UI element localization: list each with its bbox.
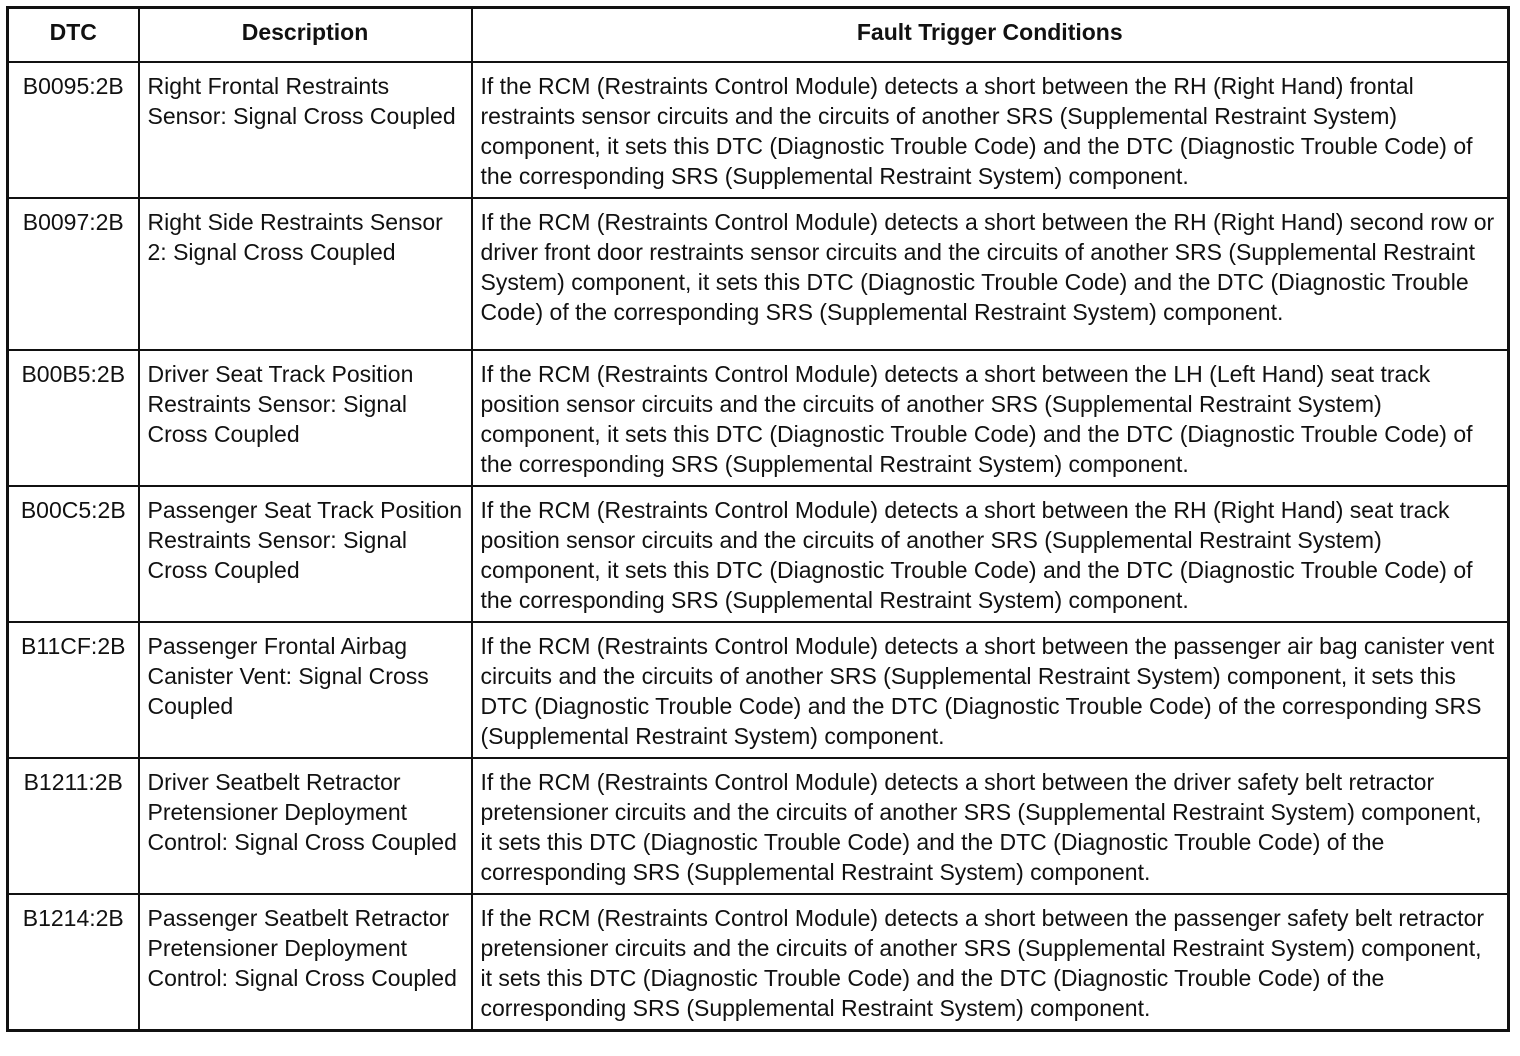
header-row — [8, 8, 1509, 63]
table-row — [8, 198, 1509, 350]
dtc-conditions: If the RCM (Restraints Control Module) detects a short between the RH (Right Hand) second row or driver front door restraints sensor circuits and the circuits of another SRS (Supplemental Restraint System) component, it sets this DTC (Diagnostic Trouble Code) and the DTC (Diagnostic Trouble Code) of the corresponding SRS (Supplemental Restraint System) component. — [472, 198, 1509, 350]
table-row — [8, 350, 1509, 486]
dtc-description: Passenger Seat Track Position Restraints Sensor: Signal Cross Coupled — [139, 486, 472, 622]
dtc-conditions: If the RCM (Restraints Control Module) detects a short between the RH (Right Hand) seat track position sensor circuits and the circuits of another SRS (Supplemental Restraint System) component, it sets this DTC (Diagnostic Trouble Code) and the DTC (Diagnostic Trouble Code) of the corresponding SRS (Supplemental Restraint System) component. — [472, 486, 1509, 622]
table-row — [8, 894, 1509, 1031]
table-row — [8, 62, 1509, 198]
dtc-code: B1214:2B — [8, 894, 139, 1031]
dtc-description: Passenger Seatbelt Retractor Pretensioner Deployment Control: Signal Cross Coupled — [139, 894, 472, 1031]
dtc-code: B0097:2B — [8, 198, 139, 350]
dtc-table — [6, 6, 1510, 1032]
dtc-code: B0095:2B — [8, 62, 139, 198]
dtc-description: Right Side Restraints Sensor 2: Signal Cross Coupled — [139, 198, 472, 350]
dtc-conditions: If the RCM (Restraints Control Module) detects a short between the RH (Right Hand) frontal restraints sensor circuits and the circuits of another SRS (Supplemental Restraint System) component, it sets this DTC (Diagnostic Trouble Code) and the DTC (Diagnostic Trouble Code) of the corresponding SRS (Supplemental Restraint System) component. — [472, 62, 1509, 198]
header-conditions: Fault Trigger Conditions — [472, 8, 1509, 63]
dtc-description: Driver Seatbelt Retractor Pretensioner Deployment Control: Signal Cross Coupled — [139, 758, 472, 894]
header-dtc: DTC — [8, 8, 139, 63]
table-row — [8, 622, 1509, 758]
dtc-conditions: If the RCM (Restraints Control Module) detects a short between the driver safety belt retractor pretensioner circuits and the circuits of another SRS (Supplemental Restraint System) component, it sets this DTC (Diagnostic Trouble Code) and the DTC (Diagnostic Trouble Code) of the corresponding SRS (Supplemental Restraint System) component. — [472, 758, 1509, 894]
dtc-code: B1211:2B — [8, 758, 139, 894]
dtc-conditions: If the RCM (Restraints Control Module) detects a short between the passenger safety belt retractor pretensioner circuits and the circuits of another SRS (Supplemental Restraint System) component, it sets this DTC (Diagnostic Trouble Code) and the DTC (Diagnostic Trouble Code) of the corresponding SRS (Supplemental Restraint System) component. — [472, 894, 1509, 1031]
dtc-description: Passenger Frontal Airbag Canister Vent: Signal Cross Coupled — [139, 622, 472, 758]
dtc-description: Driver Seat Track Position Restraints Sensor: Signal Cross Coupled — [139, 350, 472, 486]
dtc-conditions: If the RCM (Restraints Control Module) detects a short between the passenger air bag canister vent circuits and the circuits of another SRS (Supplemental Restraint System) component, it sets this DTC (Diagnostic Trouble Code) and the DTC (Diagnostic Trouble Code) of the corresponding SRS (Supplemental Restraint System) component. — [472, 622, 1509, 758]
dtc-conditions: If the RCM (Restraints Control Module) detects a short between the LH (Left Hand) seat track position sensor circuits and the circuits of another SRS (Supplemental Restraint System) component, it sets this DTC (Diagnostic Trouble Code) and the DTC (Diagnostic Trouble Code) of the corresponding SRS (Supplemental Restraint System) component. — [472, 350, 1509, 486]
dtc-code: B11CF:2B — [8, 622, 139, 758]
table-row — [8, 758, 1509, 894]
dtc-description: Right Frontal Restraints Sensor: Signal Cross Coupled — [139, 62, 472, 198]
dtc-code: B00B5:2B — [8, 350, 139, 486]
dtc-code: B00C5:2B — [8, 486, 139, 622]
header-description: Description — [139, 8, 472, 63]
table-row — [8, 486, 1509, 622]
